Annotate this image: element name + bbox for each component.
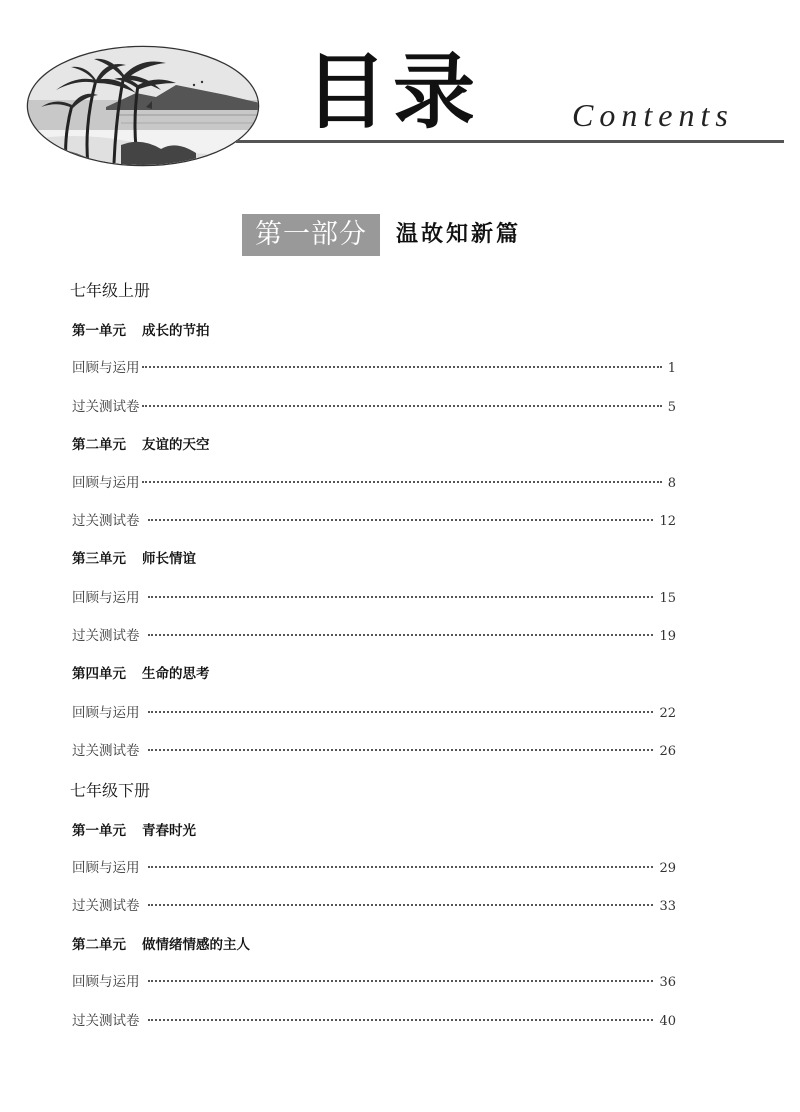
toc-entry-label: 过关测试卷 [72,513,140,529]
toc-entry-page: 22 [659,706,676,721]
dot-leader [148,739,654,751]
toc-entry-label: 回顾与运用 [72,475,140,491]
toc-entry-label: 回顾与运用 [72,360,140,376]
dot-leader [148,701,654,713]
unit-heading [72,819,196,839]
tropical-island-logo [26,45,260,167]
toc-entry-label: 过关测试卷 [72,628,140,644]
toc-entry-page: 36 [659,975,676,990]
toc-entry-label: 过关测试卷 [72,399,140,415]
unit-number: 第二单元 [72,937,126,953]
toc-entry[interactable] [72,471,676,491]
toc-entry[interactable] [72,624,676,644]
toc-entry-label: 回顾与运用 [72,590,140,606]
toc-entry-label: 过关测试卷 [72,1013,140,1029]
unit-heading [72,547,196,567]
toc-entry-page: 5 [667,400,676,415]
toc-entry-page: 40 [659,1014,676,1029]
unit-number: 第一单元 [72,823,126,839]
unit-name: 成长的节拍 [142,323,210,339]
toc-entry[interactable] [72,509,676,529]
toc-entry[interactable] [72,1009,676,1029]
dot-leader [148,856,654,868]
toc-entry-page: 15 [659,591,676,606]
unit-heading [72,662,210,682]
toc-entry-label: 过关测试卷 [72,898,140,914]
page-title-english: Contents [572,97,734,133]
grade-heading: 七年级上册 [70,281,151,300]
dot-leader [148,894,654,906]
toc-entry-label: 回顾与运用 [72,974,140,990]
dot-leader [142,356,662,368]
unit-heading [72,433,210,453]
unit-name: 做情绪情感的主人 [142,937,250,953]
part-number-badge: 第一部分 [242,214,380,256]
unit-heading [72,319,210,339]
dot-leader [148,509,654,521]
dot-leader [148,586,654,598]
toc-entry-page: 19 [659,629,676,644]
unit-name: 生命的思考 [142,666,210,682]
toc-entry[interactable] [72,586,676,606]
unit-number: 第一单元 [72,323,126,339]
toc-entry-page: 26 [659,744,676,759]
dot-leader [148,624,654,636]
dot-leader [142,395,662,407]
part-heading [0,214,800,256]
dot-leader [148,1009,654,1021]
toc-entry[interactable] [72,395,676,415]
toc-entry-label: 过关测试卷 [72,743,140,759]
toc-entry-label: 回顾与运用 [72,860,140,876]
toc-entry-label: 回顾与运用 [72,705,140,721]
toc-entry-page: 33 [659,899,676,914]
grade-heading: 七年级下册 [70,781,151,800]
toc-entry[interactable] [72,970,676,990]
unit-heading [72,933,250,953]
toc-entry[interactable] [72,739,676,759]
dot-leader [148,970,654,982]
unit-number: 第二单元 [72,437,126,453]
unit-name: 师长情谊 [142,551,196,567]
part-title: 温故知新篇 [396,222,522,247]
toc-entry[interactable] [72,856,676,876]
dot-leader [142,471,662,483]
toc-entry[interactable] [72,894,676,914]
toc-entry-page: 1 [667,361,676,376]
toc-entry-page: 8 [667,476,676,491]
toc-entry[interactable] [72,701,676,721]
header-divider [236,140,784,143]
toc-entry-page: 29 [659,861,676,876]
page-title: 目录 [305,45,482,140]
unit-name: 友谊的天空 [142,437,210,453]
page-header [0,0,800,175]
toc-entry[interactable] [72,356,676,376]
unit-name: 青春时光 [142,823,196,839]
toc-entry-page: 12 [659,514,676,529]
unit-number: 第三单元 [72,551,126,567]
unit-number: 第四单元 [72,666,126,682]
